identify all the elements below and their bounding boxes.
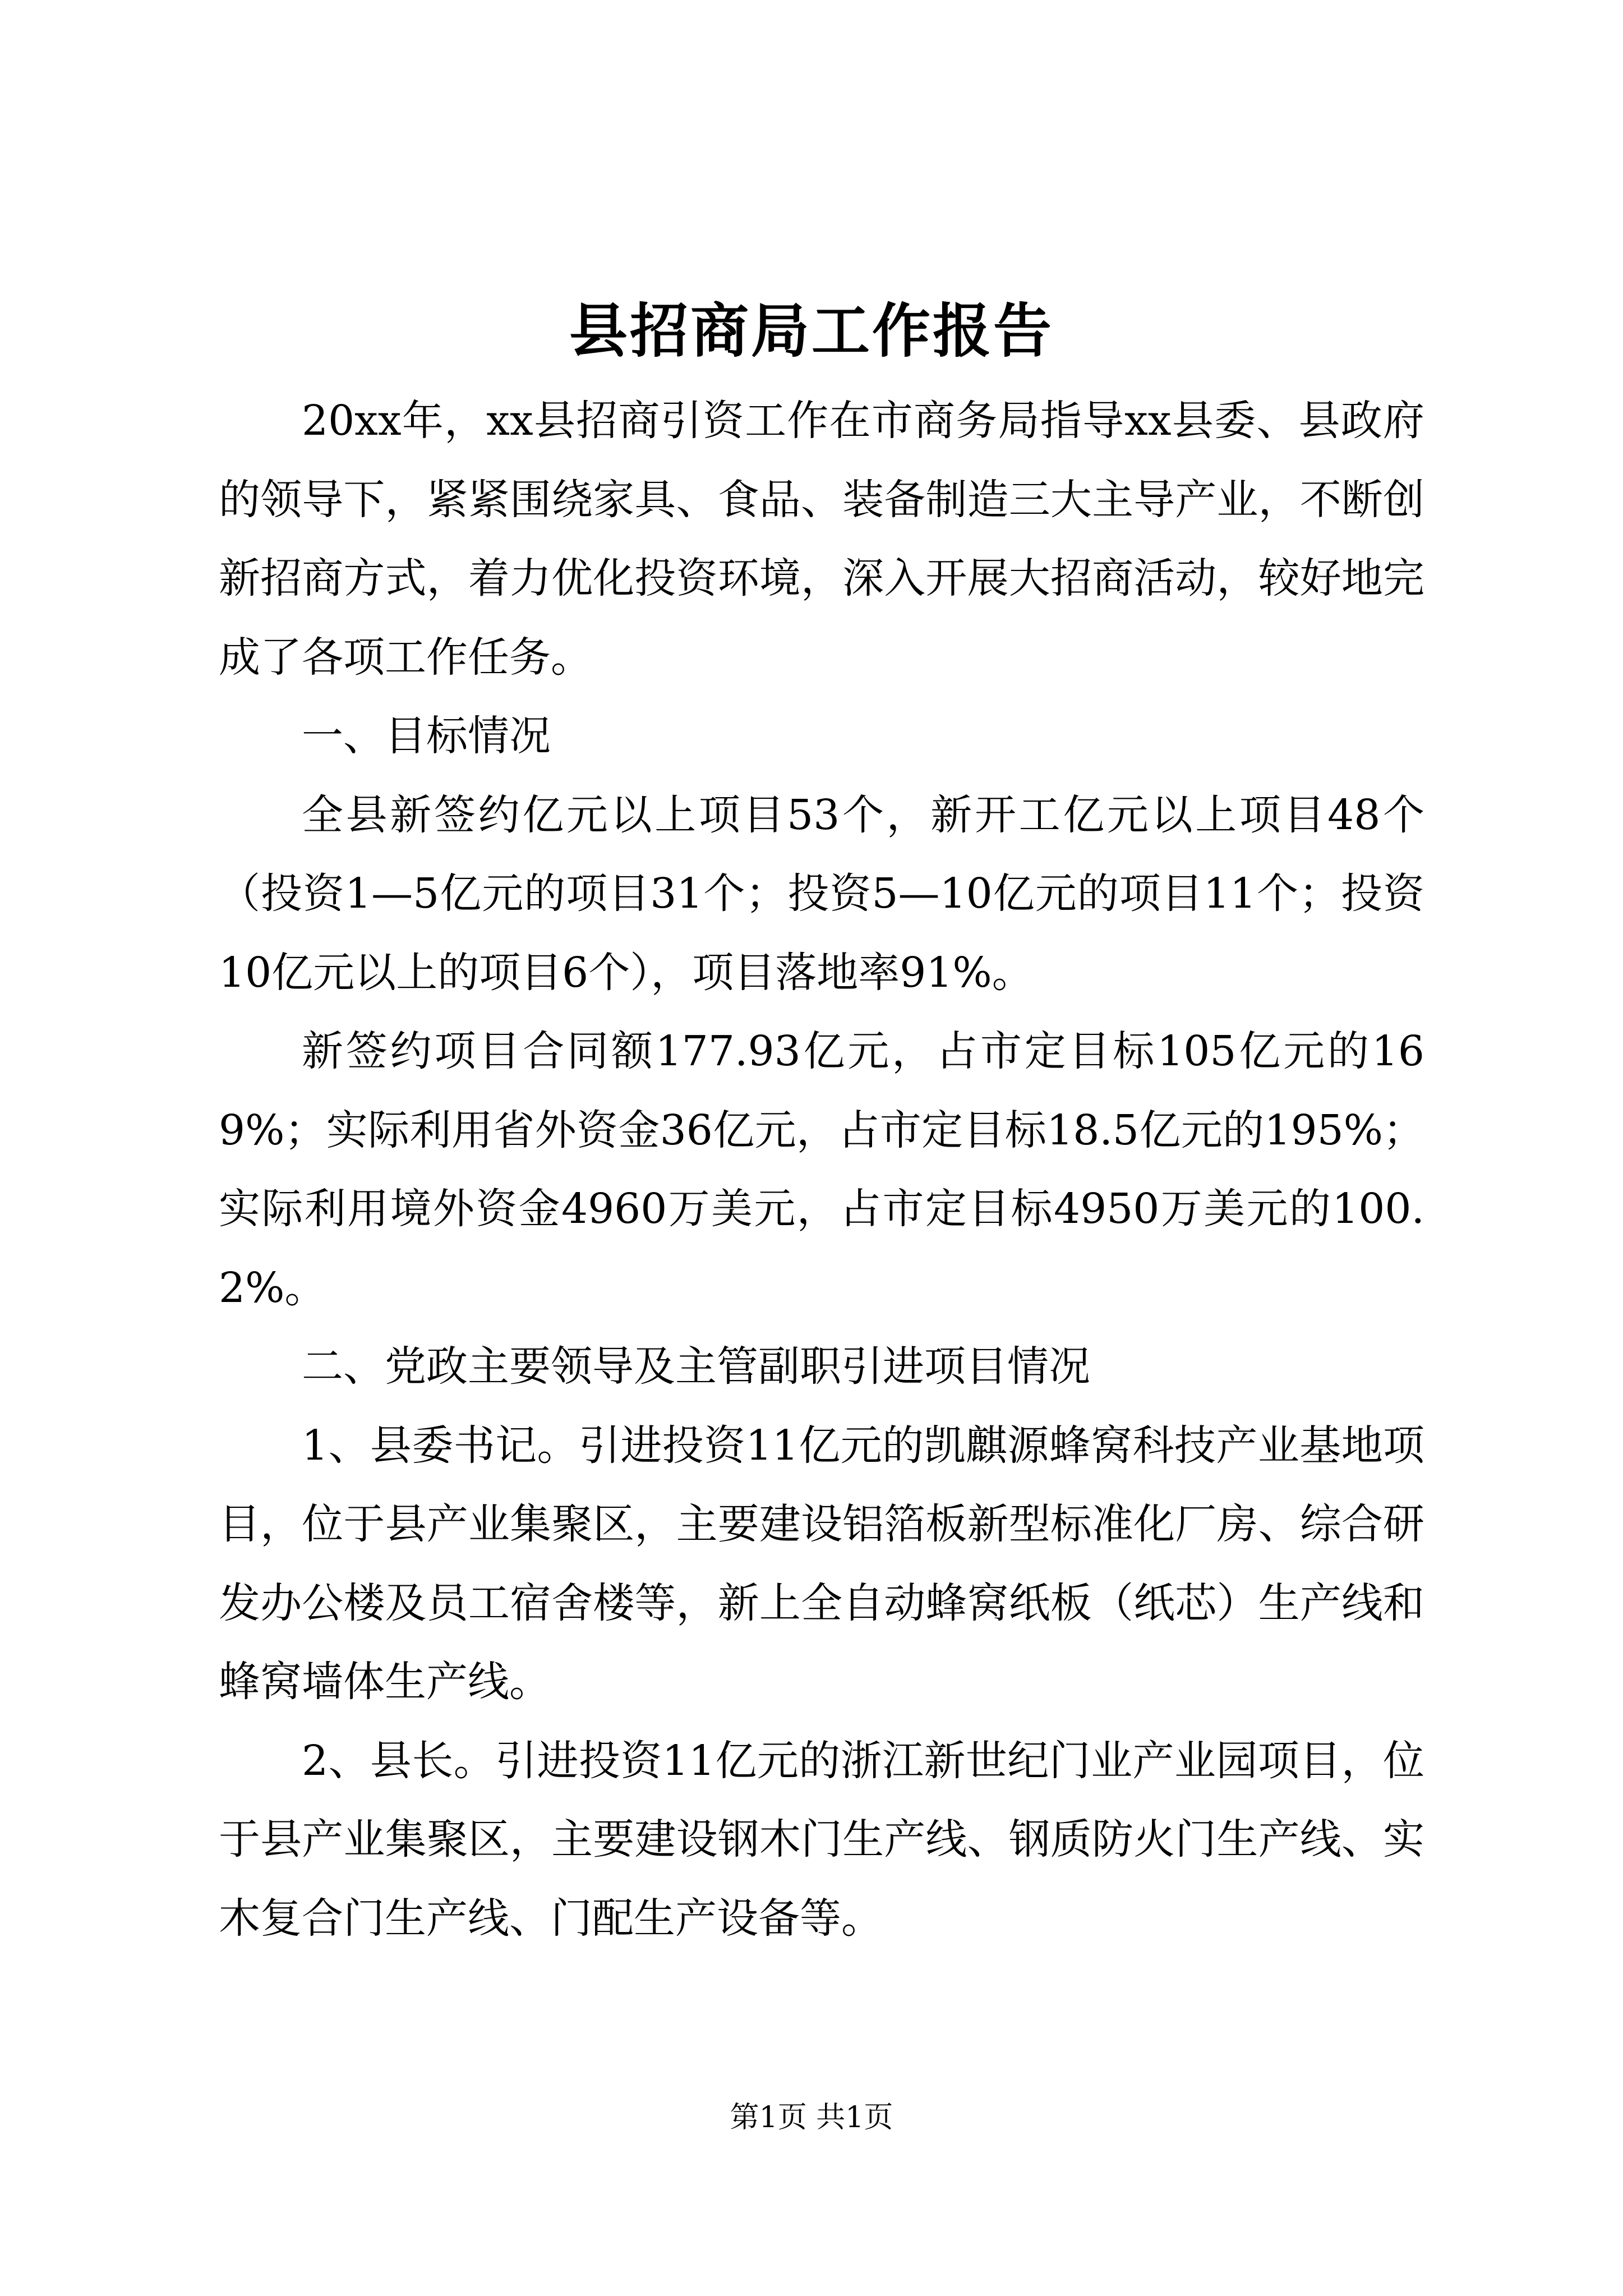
section-heading-leaders: 二、党政主要领导及主管副职引进项目情况 [302,1342,1090,1391]
document-title: 县招商局工作报告 [569,296,1054,365]
paragraph-goals-projects: 全县新签约亿元以上项目53个，新开工亿元以上项目48个（投资1—5亿元的项目31个；投资5—10亿元的项目11个；投资10亿元以上的项目6个），项目落地率91%。 [219,790,1424,997]
paragraph-county-head: 2、县长。引进投资11亿元的浙江新世纪门业产业园项目，位于县产业集聚区，主要建设钢木门生产线、钢质防火门生产线、实木复合门生产线、门配生产设备等。 [219,1736,1424,1943]
paragraph-goals-funds: 新签约项目合同额177.93亿元，占市定目标105亿元的169%；实际利用省外资金36亿元，占市定目标18.5亿元的195%；实际利用境外资金4960万美元，占市定目标4950万美元的100.2%。 [219,1027,1424,1312]
document-body [219,381,1424,1958]
paragraph-intro: 20xx年，xx县招商引资工作在市商务局指导xx县委、县政府的领导下，紧紧围绕家具、食品、装备制造三大主导产业，不断创新招商方式，着力优化投资环境，深入开展大招商活动，较好地完成了各项工作任务。 [219,397,1424,682]
paragraph-party-secretary: 1、县委书记。引进投资11亿元的凯麒源蜂窝科技产业基地项目，位于县产业集聚区，主要建设铝箔板新型标准化厂房、综合研发办公楼及员工宿舍楼等，新上全自动蜂窝纸板（纸芯）生产线和蜂窝墙体生产线。 [219,1421,1424,1706]
section-heading-goals: 一、目标情况 [302,712,551,760]
page-footer: 第1页 共1页 [730,2101,893,2134]
